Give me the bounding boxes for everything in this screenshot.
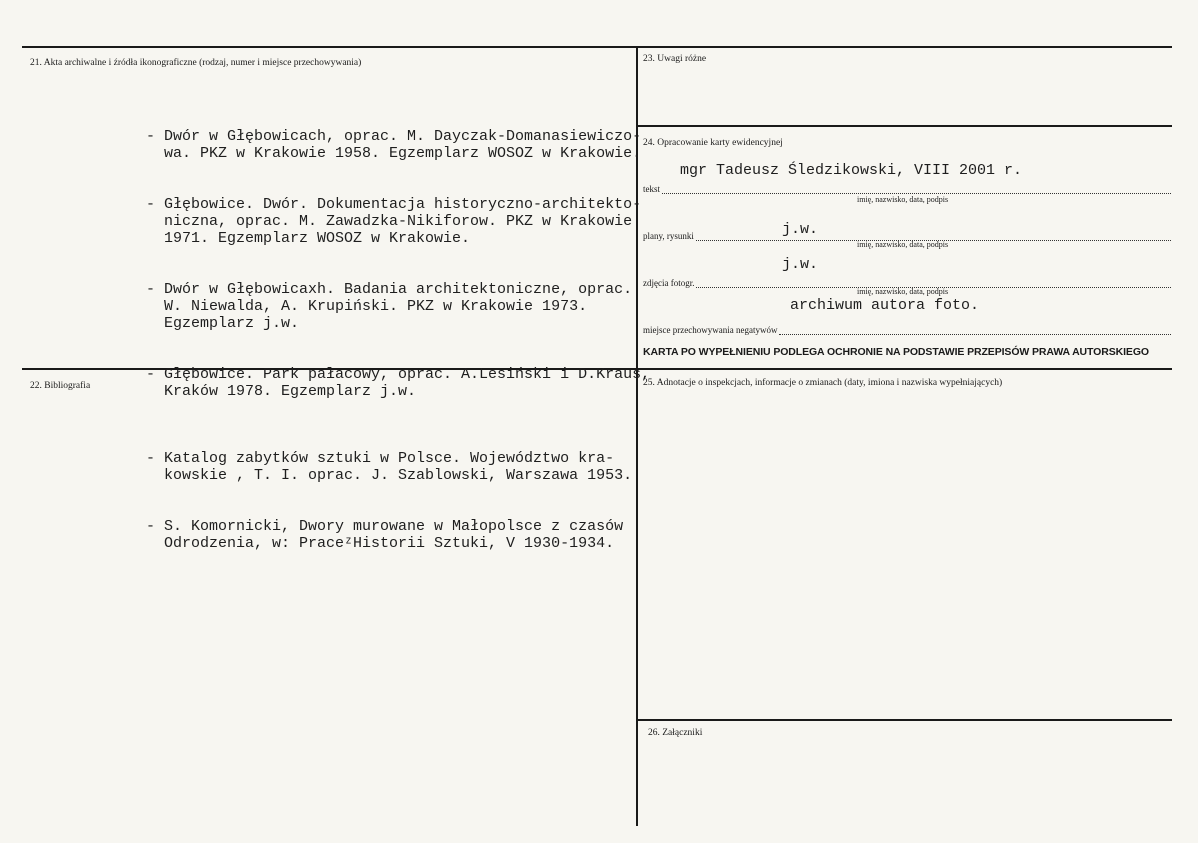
list-item-text: Katalog zabytków sztuki w Polsce. Województwo kra- kowskie , T. I. oprac. J. Szablowski, Warszawa 1953. <box>164 450 633 484</box>
signature-caption: imię, nazwisko, data, podpis <box>857 195 949 204</box>
signature-caption: imię, nazwisko, data, podpis <box>857 240 949 249</box>
list-item: - Głębowice. Park pałacowy, oprac. A.Lesiński i D.Kraus, Kraków 1978. Egzemplarz j.w. <box>146 366 651 400</box>
copyright-notice: KARTA PO WYPEŁNIENIU PODLEGA OCHRONIE NA PODSTAWIE PRZEPISÓW PRAWA AUTORSKIEGO <box>643 346 1149 358</box>
section-22-list <box>146 416 632 586</box>
section-23-label: 23. Uwagi różne <box>643 54 707 64</box>
list-item: - Katalog zabytków sztuki w Polsce. Województwo kra- kowskie , T. I. oprac. J. Szablowski, Warszawa 1953. <box>146 450 633 484</box>
signature-caption: imię, nazwisko, data, podpis <box>857 287 949 296</box>
section-21-label: 21. Akta archiwalne i źródła ikonograficzne (rodzaj, numer i miejsce przechowywania) <box>30 58 362 68</box>
section-21-list <box>146 94 650 434</box>
plany-value: j.w. <box>782 221 819 238</box>
section-22-label: 22. Bibliografia <box>30 381 91 391</box>
list-item-text: Dwór w Głębowicaxh. Badania architektoniczne, oprac. W. Niewalda, A. Krupiński. PKZ w Krakowie 1973. Egzemplarz j.w. <box>164 281 633 332</box>
top-rule <box>22 46 1172 48</box>
rule-25-26 <box>637 719 1172 721</box>
author-value: mgr Tadeusz Śledzikowski, VIII 2001 r. <box>680 162 1023 179</box>
list-item-text: Dwór w Głębowicach, oprac. M. Dayczak-Domanasiewiczo- wa. PKZ w Krakowie 1958. Egzemplarz WOSOZ w Krakowie. <box>164 128 642 162</box>
tekst-row <box>643 184 1171 194</box>
list-item: - Głębowice. Dwór. Dokumentacja historyczno-architekto- niczna, oprac. M. Zawadzka-Nikiforow. PKZ w Krakowie 1971. Egzemplarz WOSOZ w Krakowie. <box>146 196 642 247</box>
negatywy-value: archiwum autora foto. <box>790 297 980 314</box>
section-26-label: 26. Załączniki <box>648 728 703 738</box>
zdjecia-label: zdjęcia fotogr. <box>643 278 695 288</box>
negatywy-row <box>643 325 1171 335</box>
list-item-text: Głębowice. Park pałacowy, oprac. A.Lesiński i D.Kraus, Kraków 1978. Egzemplarz j.w. <box>164 366 651 400</box>
rule-23-24 <box>637 125 1172 127</box>
dotted-line <box>662 185 1171 194</box>
list-item-text: S. Komornicki, Dwory murowane w Małopolsce z czasów Odrodzenia, w: PraceᶻHistorii Sztuki, V 1930-1934. <box>164 518 624 552</box>
zdjecia-value: j.w. <box>782 256 819 273</box>
section-24-label: 24. Opracowanie karty ewidencyjnej <box>643 138 783 148</box>
list-item: - Dwór w Głębowicaxh. Badania architektoniczne, oprac. W. Niewalda, A. Krupiński. PKZ w Krakowie 1973. Egzemplarz j.w. <box>146 281 633 332</box>
list-item-text: Głębowice. Dwór. Dokumentacja historyczno-architekto- niczna, oprac. M. Zawadzka-Nikiforow. PKZ w Krakowie 1971. Egzemplarz WOSOZ w Krakowie. <box>164 196 642 247</box>
section-25-label: 25. Adnotacje o inspekcjach, informacje o zmianach (daty, imiona i nazwiska wypełniających) <box>643 378 1003 388</box>
list-item: - Dwór w Głębowicach, oprac. M. Dayczak-Domanasiewiczo- wa. PKZ w Krakowie 1958. Egzemplarz WOSOZ w Krakowie. <box>146 128 642 162</box>
plany-label: plany, rysunki <box>643 231 694 241</box>
dotted-line <box>779 326 1171 335</box>
tekst-label: tekst <box>643 184 660 194</box>
negatywy-label: miejsce przechowywania negatywów <box>643 325 778 335</box>
list-item: - S. Komornicki, Dwory murowane w Małopolsce z czasów Odrodzenia, w: PraceᶻHistorii Sztuki, V 1930-1934. <box>146 518 624 552</box>
